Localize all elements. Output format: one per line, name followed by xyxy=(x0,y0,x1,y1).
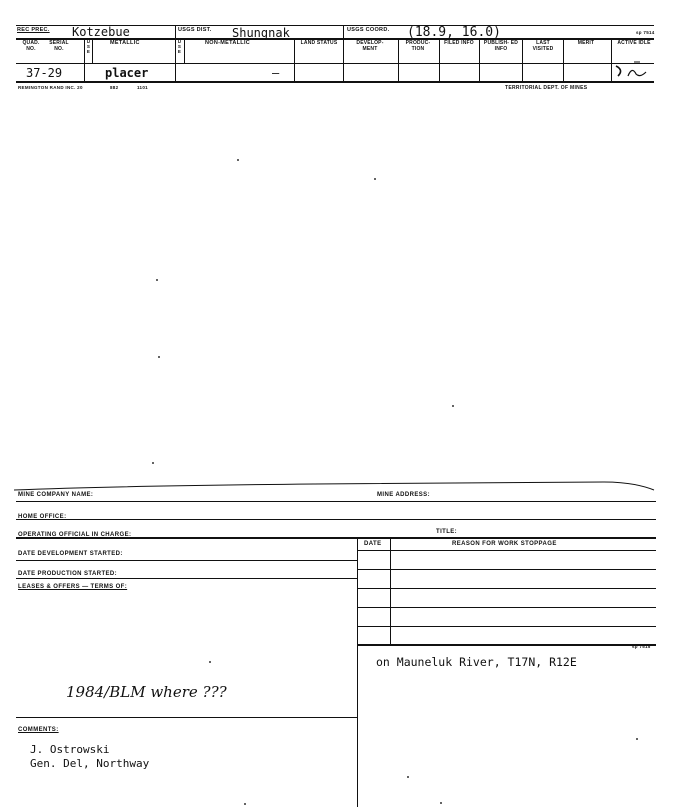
metallic-value: placer xyxy=(105,66,149,80)
table-line xyxy=(357,644,656,646)
date-col-label: DATE xyxy=(364,541,382,547)
col-published-info: PUBLISH- ED INFO xyxy=(483,40,519,52)
col-serial-no: SERIAL NO. xyxy=(49,40,69,52)
speck xyxy=(452,405,454,407)
table-line xyxy=(357,607,656,608)
speck xyxy=(156,279,158,281)
speck xyxy=(237,159,239,161)
date-col-divider xyxy=(390,537,391,645)
home-office-label: HOME OFFICE: xyxy=(18,514,67,520)
col-divider xyxy=(294,38,295,82)
usgs-dist-value: Shungnak xyxy=(232,26,290,40)
speck xyxy=(374,178,376,180)
col-land-status: LAND STATUS xyxy=(300,40,338,46)
mine-address-label: MINE ADDRESS: xyxy=(377,492,430,498)
col-last-visited: LAST VISITED xyxy=(532,40,554,52)
rec-prec-label: REC PREC. xyxy=(17,27,50,33)
mine-company-name-label: MINE COMPANY NAME: xyxy=(18,492,94,498)
handwritten-note: 1984/BLM where ??? xyxy=(66,683,227,701)
comment-line-2: Gen. Del, Northway xyxy=(30,757,150,770)
usgs-coord-label: USGS COORD. xyxy=(347,27,390,33)
speck xyxy=(440,802,442,804)
printer-code-b: 1101 xyxy=(137,85,148,90)
table-line xyxy=(357,550,656,551)
col-use-b: U S E xyxy=(177,39,182,54)
col-divider xyxy=(84,38,85,82)
speck xyxy=(209,661,211,663)
col-divider xyxy=(522,38,523,82)
center-divider xyxy=(357,537,358,807)
form-line xyxy=(16,537,656,539)
printer-imprint: REMINGTON RAND INC. 20 xyxy=(18,85,83,90)
col-divider xyxy=(343,25,344,82)
card-top-edge xyxy=(14,476,659,496)
reason-col-label: REASON FOR WORK STOPPAGE xyxy=(452,541,557,547)
col-use-a: U S E xyxy=(86,39,91,54)
table-line xyxy=(357,626,656,627)
col-active-idle: ACTIVE IDLE xyxy=(617,40,651,46)
comment-line-1: J. Ostrowski xyxy=(30,743,110,756)
col-divider xyxy=(563,38,564,82)
col-filed-info: FILED INFO xyxy=(444,40,474,46)
form-number-b: sp 7515 xyxy=(632,644,651,649)
col-divider xyxy=(439,38,440,82)
col-divider xyxy=(92,38,93,63)
operating-official-label: OPERATING OFFICIAL IN CHARGE: xyxy=(18,532,132,538)
speck xyxy=(636,738,638,740)
date-development-started-label: DATE DEVELOPMENT STARTED: xyxy=(18,551,123,557)
col-development: DEVELOP- MENT xyxy=(356,40,384,52)
speck xyxy=(244,803,246,805)
form-line xyxy=(16,560,357,561)
speck xyxy=(152,462,154,464)
form-line xyxy=(16,519,656,520)
col-metallic: METALLIC xyxy=(110,40,140,46)
active-idle-mark-icon xyxy=(612,60,654,82)
rec-prec-value: Kotzebue xyxy=(72,25,130,39)
location-note: on Mauneluk River, T17N, R12E xyxy=(376,655,577,669)
col-quad-no: QUAD. NO. xyxy=(22,40,40,52)
form-line xyxy=(16,578,357,579)
date-production-started-label: DATE PRODUCTION STARTED: xyxy=(18,571,118,577)
form-line xyxy=(16,717,357,718)
col-divider xyxy=(398,38,399,82)
form-number: sp 7514 xyxy=(636,30,655,35)
form-line xyxy=(16,501,656,502)
quad-serial-value: 37-29 xyxy=(26,66,63,80)
header-row-rule xyxy=(16,63,654,64)
col-merit: MERIT xyxy=(577,40,595,46)
data-row-rule xyxy=(16,81,654,83)
usgs-dist-label: USGS DIST. xyxy=(178,27,212,33)
col-divider xyxy=(175,25,176,82)
title-label: TITLE: xyxy=(436,529,458,535)
usgs-coord-value: (18.9, 16.0) xyxy=(407,25,501,40)
col-divider xyxy=(479,38,480,82)
leases-label: LEASES & OFFERS — TERMS OF: xyxy=(18,584,128,590)
dept-imprint: TERRITORIAL DEPT. OF MINES xyxy=(505,85,588,91)
speck xyxy=(158,356,160,358)
col-divider xyxy=(184,38,185,63)
col-production: PRODUC- TION xyxy=(405,40,431,52)
speck xyxy=(407,776,409,778)
printer-code-a: 882 xyxy=(110,85,119,90)
table-line xyxy=(357,588,656,589)
comments-label: COMMENTS: xyxy=(18,727,59,733)
col-non-metallic: NON-METALLIC xyxy=(205,40,251,46)
land-status-mark: — xyxy=(272,66,280,80)
table-line xyxy=(357,569,656,570)
